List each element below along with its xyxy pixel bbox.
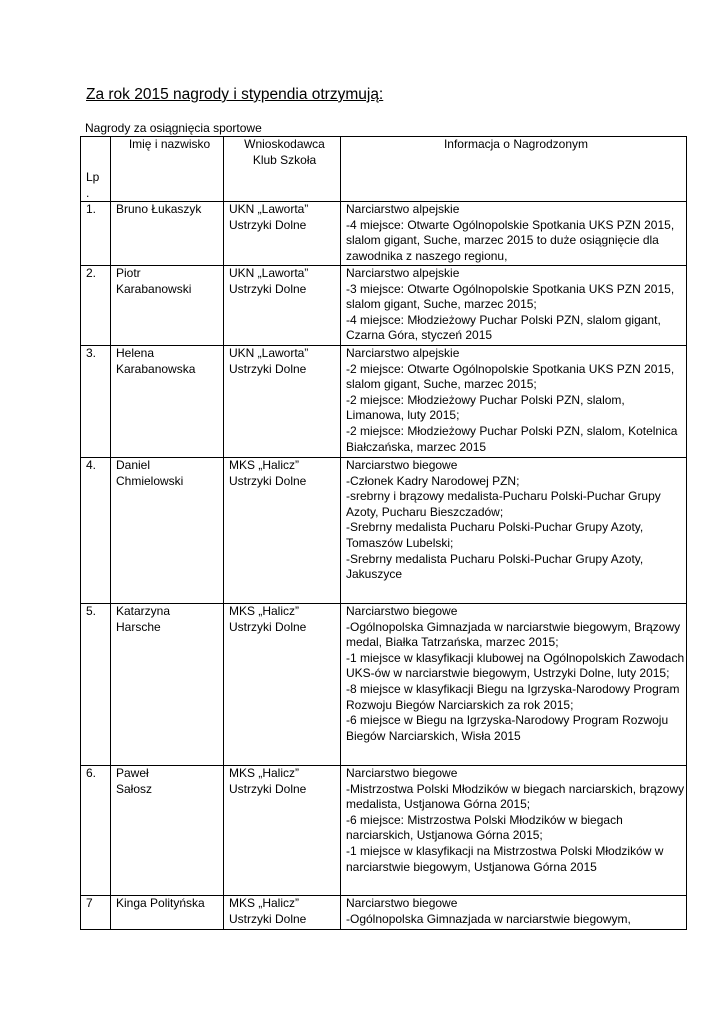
header-info: Informacja o Nagrodzonym	[341, 137, 687, 202]
header-name: Imię i nazwisko	[111, 137, 224, 202]
row-name: Katarzyna Harsche	[111, 604, 224, 766]
row-club: MKS „Halicz” Ustrzyki Dolne	[224, 458, 341, 604]
section-label: Nagrody za osiągnięcia sportowe	[85, 121, 262, 135]
row-name: Bruno Łukaszyk	[111, 202, 224, 266]
table-row	[81, 604, 687, 766]
row-lp: 1.	[81, 202, 111, 266]
row-club: MKS „Halicz” Ustrzyki Dolne	[224, 896, 341, 930]
header-lp-label: Lp	[86, 170, 100, 184]
row-lp: 5.	[81, 604, 111, 766]
row-club: MKS „Halicz” Ustrzyki Dolne	[224, 766, 341, 896]
row-info: Narciarstwo alpejskie -2 miejsce: Otwarte Ogólnopolskie Spotkania UKS PZN 2015, slalom gigant, Suche, marzec 2015; -2 miejsce: Młodzieżowy Puchar Polski PZN, slalom, Limanowa, luty 2015; -2 miejsce: Młodzieżowy Puchar Polski PZN, slalom, Kotelnica Białczańska, marzec 2015	[341, 346, 687, 458]
row-club: UKN „Laworta” Ustrzyki Dolne	[224, 266, 341, 346]
row-lp: 3.	[81, 346, 111, 458]
row-name: Daniel Chmielowski	[111, 458, 224, 604]
row-name: Paweł Sałosz	[111, 766, 224, 896]
row-lp: 6.	[81, 766, 111, 896]
row-info: Narciarstwo alpejskie -3 miejsce: Otwarte Ogólnopolskie Spotkania UKS PZN 2015, slalom gigant, Suche, marzec 2015; -4 miejsce: Młodzieżowy Puchar Polski PZN, slalom gigant, Czarna Góra, styczeń 2015	[341, 266, 687, 346]
row-name: Helena Karabanowska	[111, 346, 224, 458]
table-row	[81, 458, 687, 604]
header-lp	[81, 137, 111, 202]
table-row	[81, 766, 687, 896]
row-club: MKS „Halicz” Ustrzyki Dolne	[224, 604, 341, 766]
table-row	[81, 896, 687, 930]
table-row	[81, 346, 687, 458]
row-info: Narciarstwo biegowe -Ogólnopolska Gimnazjada w narciarstwie biegowym,	[341, 896, 687, 930]
row-name: Kinga Polityńska	[111, 896, 224, 930]
row-club: UKN „Laworta” Ustrzyki Dolne	[224, 202, 341, 266]
header-club: Wnioskodawca Klub Szkoła	[224, 137, 341, 202]
header-lp-dot: .	[86, 185, 90, 200]
row-lp: 7	[81, 896, 111, 930]
awards-table	[80, 136, 687, 930]
row-lp: 2.	[81, 266, 111, 346]
table-row	[81, 202, 687, 266]
row-lp: 4.	[81, 458, 111, 604]
row-name: Piotr Karabanowski	[111, 266, 224, 346]
row-info: Narciarstwo biegowe -Mistrzostwa Polski Młodzików w biegach narciarskich, brązowy medalista, Ustjanowa Górna 2015; -6 miejsce: Mistrzostwa Polski Młodzików w biegach narciarskich, Ustjanowa Górna 2015; -1 miejsce w klasyfikacji na Mistrzostwa Polski Młodzików w narciarstwie biegowym, Ustjanowa Górna 2015	[341, 766, 687, 896]
row-club: UKN „Laworta” Ustrzyki Dolne	[224, 346, 341, 458]
table-header-row	[81, 137, 687, 202]
document-title: Za rok 2015 nagrody i stypendia otrzymują:	[86, 86, 384, 103]
row-info: Narciarstwo biegowe -Ogólnopolska Gimnazjada w narciarstwie biegowym, Brązowy medal, Białka Tatrzańska, marzec 2015; -1 miejsce w klasyfikacji klubowej na Ogólnopolskich Zawodach UKS-ów w narciarstwie biegowym, Ustrzyki Dolne, luty 2015; -8 miejsce w klasyfikacji Biegu na Igrzyska-Narodowy Program Rozwoju Biegów Narciarskich za rok 2015; -6 miejsce w Biegu na Igrzyska-Narodowy Program Rozwoju Biegów Narciarskich, Wisła 2015	[341, 604, 687, 766]
table-row	[81, 266, 687, 346]
row-info: Narciarstwo alpejskie -4 miejsce: Otwarte Ogólnopolskie Spotkania UKS PZN 2015, slalom gigant, Suche, marzec 2015 to duże osiągnięcie dla zawodnika z naszego regionu,	[341, 202, 687, 266]
row-info: Narciarstwo biegowe -Członek Kadry Narodowej PZN; -srebrny i brązowy medalista-Pucharu Polski-Puchar Grupy Azoty, Pucharu Bieszczadów; -Srebrny medalista Pucharu Polski-Puchar Grupy Azoty, Tomaszów Lubelski; -Srebrny medalista Pucharu Polski-Puchar Grupy Azoty, Jakuszyce	[341, 458, 687, 604]
